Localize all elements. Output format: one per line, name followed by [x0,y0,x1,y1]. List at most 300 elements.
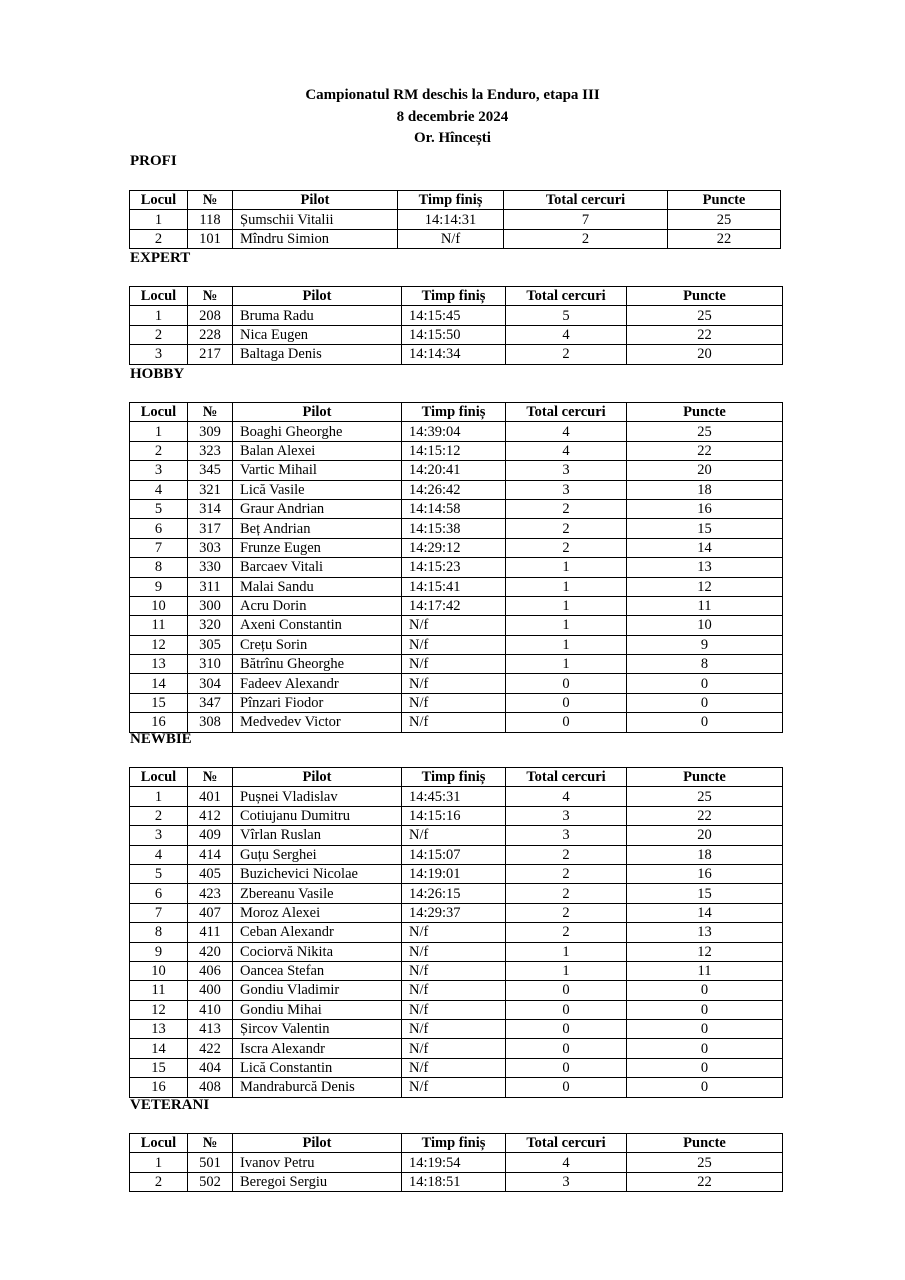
cell-total-cercuri: 2 [506,499,627,518]
cell-timp-finis: 14:15:23 [402,558,506,577]
cell-locul: 13 [130,655,188,674]
cell-timp-finis: N/f [402,693,506,712]
cell-locul: 2 [130,806,188,825]
cell-nr: 323 [188,441,233,460]
cell-total-cercuri: 2 [506,903,627,922]
cell-nr: 310 [188,655,233,674]
table-row [130,674,783,693]
table-row [130,1000,783,1019]
column-header-nr: № [188,403,233,422]
table-row [130,538,783,557]
table-row [130,787,783,806]
results-table-hobby [129,402,783,733]
cell-locul: 13 [130,1020,188,1039]
cell-puncte: 14 [627,538,783,557]
cell-pilot: Malai Sandu [233,577,402,596]
cell-nr: 305 [188,635,233,654]
cell-timp-finis: 14:20:41 [402,461,506,480]
category-title-veterani: VETERANI [130,1097,210,1113]
document-title: Campionatul RM deschis la Enduro, etapa III [305,87,600,103]
table-row [130,577,783,596]
cell-timp-finis: 14:29:37 [402,903,506,922]
table-row [130,806,783,825]
cell-pilot: Vîrlan Ruslan [233,826,402,845]
column-header-pilot: Pilot [233,191,398,210]
category-title-profi: PROFI [130,153,177,169]
cell-puncte: 18 [627,480,783,499]
table-row [130,981,783,1000]
cell-total-cercuri: 0 [506,1020,627,1039]
cell-puncte: 16 [627,864,783,883]
cell-total-cercuri: 1 [506,961,627,980]
cell-pilot: Mîndru Simion [233,229,398,248]
cell-total-cercuri: 2 [506,345,627,364]
cell-timp-finis: N/f [402,923,506,942]
cell-pilot: Cociorvă Nikita [233,942,402,961]
cell-puncte: 20 [627,345,783,364]
cell-timp-finis: N/f [402,1078,506,1097]
table-row [130,441,783,460]
column-header-puncte: Puncte [668,191,781,210]
cell-total-cercuri: 0 [506,674,627,693]
cell-timp-finis: 14:15:45 [402,306,506,325]
table-row [130,635,783,654]
cell-timp-finis: 14:18:51 [402,1172,506,1191]
cell-pilot: Beț Andrian [233,519,402,538]
cell-puncte: 22 [668,229,781,248]
column-header-nr: № [188,768,233,787]
cell-timp-finis: 14:15:12 [402,441,506,460]
cell-locul: 12 [130,635,188,654]
cell-nr: 420 [188,942,233,961]
cell-pilot: Lică Vasile [233,480,402,499]
column-header-timp-finis: Timp finiș [402,403,506,422]
cell-locul: 9 [130,942,188,961]
cell-nr: 401 [188,787,233,806]
column-header-total-cercuri: Total cercuri [506,403,627,422]
cell-timp-finis: N/f [398,229,504,248]
table-row [130,1172,783,1191]
cell-total-cercuri: 0 [506,713,627,732]
category-title-hobby: HOBBY [130,366,185,382]
cell-pilot: Frunze Eugen [233,538,402,557]
cell-puncte: 12 [627,577,783,596]
column-header-puncte: Puncte [627,768,783,787]
cell-puncte: 18 [627,845,783,864]
cell-pilot: Fadeev Alexandr [233,674,402,693]
cell-nr: 311 [188,577,233,596]
table-row [130,864,783,883]
cell-pilot: Pușnei Vladislav [233,787,402,806]
table-row [130,422,783,441]
cell-timp-finis: N/f [402,1039,506,1058]
cell-pilot: Oancea Stefan [233,961,402,980]
cell-pilot: Axeni Constantin [233,616,402,635]
cell-pilot: Baltaga Denis [233,345,402,364]
column-header-nr: № [188,191,233,210]
cell-nr: 228 [188,325,233,344]
column-header-timp-finis: Timp finiș [402,768,506,787]
cell-total-cercuri: 0 [506,1058,627,1077]
cell-total-cercuri: 4 [506,422,627,441]
cell-timp-finis: N/f [402,635,506,654]
cell-locul: 12 [130,1000,188,1019]
cell-puncte: 0 [627,1000,783,1019]
cell-locul: 4 [130,845,188,864]
cell-puncte: 25 [627,787,783,806]
cell-timp-finis: 14:15:16 [402,806,506,825]
cell-nr: 400 [188,981,233,1000]
results-table-newbie [129,767,783,1098]
cell-timp-finis: 14:14:58 [402,499,506,518]
cell-puncte: 14 [627,903,783,922]
cell-total-cercuri: 1 [506,942,627,961]
table-row [130,229,781,248]
column-header-total-cercuri: Total cercuri [506,287,627,306]
column-header-timp-finis: Timp finiș [398,191,504,210]
table-header-row [130,1134,783,1153]
cell-locul: 7 [130,538,188,557]
column-header-puncte: Puncte [627,287,783,306]
cell-total-cercuri: 2 [506,923,627,942]
cell-locul: 9 [130,577,188,596]
cell-puncte: 22 [627,441,783,460]
cell-puncte: 20 [627,461,783,480]
cell-pilot: Ivanov Petru [233,1153,402,1172]
cell-pilot: Guțu Serghei [233,845,402,864]
cell-total-cercuri: 0 [506,981,627,1000]
cell-total-cercuri: 3 [506,1172,627,1191]
cell-puncte: 0 [627,981,783,1000]
cell-timp-finis: 14:39:04 [402,422,506,441]
results-table-expert [129,286,783,365]
cell-locul: 1 [130,306,188,325]
cell-total-cercuri: 3 [506,461,627,480]
table-row [130,713,783,732]
cell-total-cercuri: 4 [506,441,627,460]
column-header-timp-finis: Timp finiș [402,1134,506,1153]
cell-puncte: 13 [627,558,783,577]
cell-locul: 3 [130,461,188,480]
table-row [130,942,783,961]
cell-puncte: 25 [668,210,781,229]
table-row [130,1153,783,1172]
document-header [0,85,905,150]
cell-pilot: Graur Andrian [233,499,402,518]
cell-puncte: 20 [627,826,783,845]
cell-locul: 1 [130,787,188,806]
document-date: 8 decembrie 2024 [396,108,509,125]
cell-locul: 3 [130,826,188,845]
table-row [130,461,783,480]
column-header-locul: Locul [130,191,188,210]
cell-total-cercuri: 1 [506,616,627,635]
cell-locul: 3 [130,345,188,364]
cell-nr: 422 [188,1039,233,1058]
cell-timp-finis: N/f [402,1020,506,1039]
cell-locul: 11 [130,616,188,635]
cell-locul: 2 [130,229,188,248]
table-row [130,306,783,325]
cell-locul: 2 [130,325,188,344]
cell-locul: 6 [130,884,188,903]
cell-puncte: 25 [627,422,783,441]
column-header-total-cercuri: Total cercuri [504,191,668,210]
cell-puncte: 25 [627,1153,783,1172]
cell-locul: 5 [130,864,188,883]
cell-nr: 118 [188,210,233,229]
table-row [130,558,783,577]
cell-timp-finis: 14:14:31 [398,210,504,229]
cell-pilot: Ceban Alexandr [233,923,402,942]
cell-timp-finis: N/f [402,616,506,635]
table-header-row [130,768,783,787]
cell-pilot: Cotiujanu Dumitru [233,806,402,825]
table-row [130,693,783,712]
cell-puncte: 15 [627,519,783,538]
cell-total-cercuri: 4 [506,1153,627,1172]
cell-puncte: 9 [627,635,783,654]
cell-timp-finis: 14:26:42 [402,480,506,499]
cell-timp-finis: 14:19:01 [402,864,506,883]
cell-total-cercuri: 1 [506,558,627,577]
cell-locul: 4 [130,480,188,499]
cell-nr: 409 [188,826,233,845]
cell-pilot: Balan Alexei [233,441,402,460]
cell-locul: 7 [130,903,188,922]
cell-nr: 502 [188,1172,233,1191]
cell-pilot: Acru Dorin [233,596,402,615]
cell-locul: 1 [130,1153,188,1172]
category-title-newbie: NEWBIE [130,731,192,747]
cell-puncte: 11 [627,961,783,980]
cell-timp-finis: 14:45:31 [402,787,506,806]
cell-nr: 347 [188,693,233,712]
cell-total-cercuri: 4 [506,787,627,806]
table-row [130,345,783,364]
cell-pilot: Medvedev Victor [233,713,402,732]
cell-locul: 15 [130,693,188,712]
cell-locul: 6 [130,519,188,538]
cell-total-cercuri: 3 [506,806,627,825]
column-header-pilot: Pilot [233,287,402,306]
cell-nr: 412 [188,806,233,825]
table-row [130,616,783,635]
cell-puncte: 13 [627,923,783,942]
cell-pilot: Buzichevici Nicolae [233,864,402,883]
cell-locul: 15 [130,1058,188,1077]
cell-pilot: Boaghi Gheorghe [233,422,402,441]
cell-timp-finis: N/f [402,655,506,674]
cell-pilot: Șircov Valentin [233,1020,402,1039]
cell-puncte: 0 [627,1078,783,1097]
cell-total-cercuri: 2 [506,845,627,864]
cell-locul: 10 [130,596,188,615]
cell-pilot: Barcaev Vitali [233,558,402,577]
column-header-locul: Locul [130,1134,188,1153]
cell-nr: 414 [188,845,233,864]
cell-nr: 423 [188,884,233,903]
cell-pilot: Nica Eugen [233,325,402,344]
cell-locul: 8 [130,558,188,577]
cell-pilot: Bruma Radu [233,306,402,325]
cell-timp-finis: 14:15:50 [402,325,506,344]
cell-nr: 309 [188,422,233,441]
cell-total-cercuri: 1 [506,596,627,615]
cell-locul: 11 [130,981,188,1000]
table-row [130,923,783,942]
cell-puncte: 0 [627,693,783,712]
table-row [130,1020,783,1039]
column-header-total-cercuri: Total cercuri [506,1134,627,1153]
column-header-locul: Locul [130,287,188,306]
cell-puncte: 0 [627,1058,783,1077]
cell-total-cercuri: 1 [506,577,627,596]
cell-puncte: 11 [627,596,783,615]
table-row [130,1039,783,1058]
cell-locul: 14 [130,1039,188,1058]
cell-timp-finis: 14:15:38 [402,519,506,538]
table-row [130,325,783,344]
cell-nr: 303 [188,538,233,557]
cell-locul: 14 [130,674,188,693]
cell-nr: 300 [188,596,233,615]
cell-nr: 330 [188,558,233,577]
cell-timp-finis: N/f [402,674,506,693]
cell-locul: 1 [130,422,188,441]
cell-total-cercuri: 1 [506,635,627,654]
table-row [130,210,781,229]
cell-timp-finis: 14:17:42 [402,596,506,615]
cell-puncte: 8 [627,655,783,674]
cell-nr: 406 [188,961,233,980]
cell-total-cercuri: 1 [506,655,627,674]
column-header-locul: Locul [130,403,188,422]
cell-pilot: Lică Constantin [233,1058,402,1077]
cell-total-cercuri: 2 [506,538,627,557]
cell-pilot: Bătrînu Gheorghe [233,655,402,674]
cell-total-cercuri: 0 [506,1000,627,1019]
cell-puncte: 22 [627,1172,783,1191]
cell-total-cercuri: 0 [506,693,627,712]
cell-timp-finis: N/f [402,981,506,1000]
cell-timp-finis: 14:19:54 [402,1153,506,1172]
cell-nr: 404 [188,1058,233,1077]
column-header-pilot: Pilot [233,768,402,787]
column-header-pilot: Pilot [233,403,402,422]
cell-timp-finis: N/f [402,961,506,980]
table-row [130,903,783,922]
cell-nr: 208 [188,306,233,325]
cell-nr: 317 [188,519,233,538]
table-row [130,655,783,674]
table-row [130,826,783,845]
cell-nr: 413 [188,1020,233,1039]
cell-puncte: 0 [627,1020,783,1039]
table-row [130,596,783,615]
cell-nr: 101 [188,229,233,248]
cell-nr: 321 [188,480,233,499]
cell-puncte: 22 [627,806,783,825]
cell-nr: 314 [188,499,233,518]
cell-nr: 501 [188,1153,233,1172]
cell-pilot: Vartic Mihail [233,461,402,480]
cell-pilot: Beregoi Sergiu [233,1172,402,1191]
cell-nr: 410 [188,1000,233,1019]
cell-pilot: Crețu Sorin [233,635,402,654]
cell-nr: 407 [188,903,233,922]
cell-pilot: Gondiu Vladimir [233,981,402,1000]
table-header-row [130,403,783,422]
cell-nr: 405 [188,864,233,883]
table-row [130,884,783,903]
cell-locul: 2 [130,1172,188,1191]
table-row [130,480,783,499]
cell-puncte: 12 [627,942,783,961]
cell-locul: 16 [130,713,188,732]
cell-pilot: Șumschii Vitalii [233,210,398,229]
cell-nr: 304 [188,674,233,693]
cell-timp-finis: N/f [402,1058,506,1077]
cell-pilot: Gondiu Mihai [233,1000,402,1019]
table-row [130,1078,783,1097]
cell-puncte: 0 [627,713,783,732]
cell-total-cercuri: 2 [506,519,627,538]
cell-timp-finis: N/f [402,826,506,845]
cell-puncte: 10 [627,616,783,635]
category-title-expert: EXPERT [130,250,191,266]
cell-total-cercuri: 2 [506,864,627,883]
cell-nr: 345 [188,461,233,480]
cell-timp-finis: 14:26:15 [402,884,506,903]
cell-total-cercuri: 5 [506,306,627,325]
document-city: Or. Hîncești [414,130,491,146]
cell-total-cercuri: 2 [506,884,627,903]
cell-pilot: Pînzari Fiodor [233,693,402,712]
cell-total-cercuri: 2 [504,229,668,248]
cell-locul: 1 [130,210,188,229]
column-header-nr: № [188,287,233,306]
cell-pilot: Mandraburcă Denis [233,1078,402,1097]
cell-timp-finis: 14:29:12 [402,538,506,557]
table-row [130,519,783,538]
cell-total-cercuri: 4 [506,325,627,344]
cell-total-cercuri: 3 [506,480,627,499]
column-header-puncte: Puncte [627,403,783,422]
results-table-profi [129,190,781,249]
cell-total-cercuri: 3 [506,826,627,845]
cell-puncte: 15 [627,884,783,903]
cell-pilot: Moroz Alexei [233,903,402,922]
cell-timp-finis: 14:15:07 [402,845,506,864]
column-header-timp-finis: Timp finiș [402,287,506,306]
cell-total-cercuri: 0 [506,1078,627,1097]
cell-puncte: 22 [627,325,783,344]
table-header-row [130,287,783,306]
table-row [130,845,783,864]
cell-nr: 411 [188,923,233,942]
cell-nr: 217 [188,345,233,364]
cell-timp-finis: 14:15:41 [402,577,506,596]
cell-locul: 8 [130,923,188,942]
cell-locul: 16 [130,1078,188,1097]
column-header-total-cercuri: Total cercuri [506,768,627,787]
cell-nr: 408 [188,1078,233,1097]
cell-pilot: Zbereanu Vasile [233,884,402,903]
table-row [130,499,783,518]
cell-puncte: 25 [627,306,783,325]
table-header-row [130,191,781,210]
